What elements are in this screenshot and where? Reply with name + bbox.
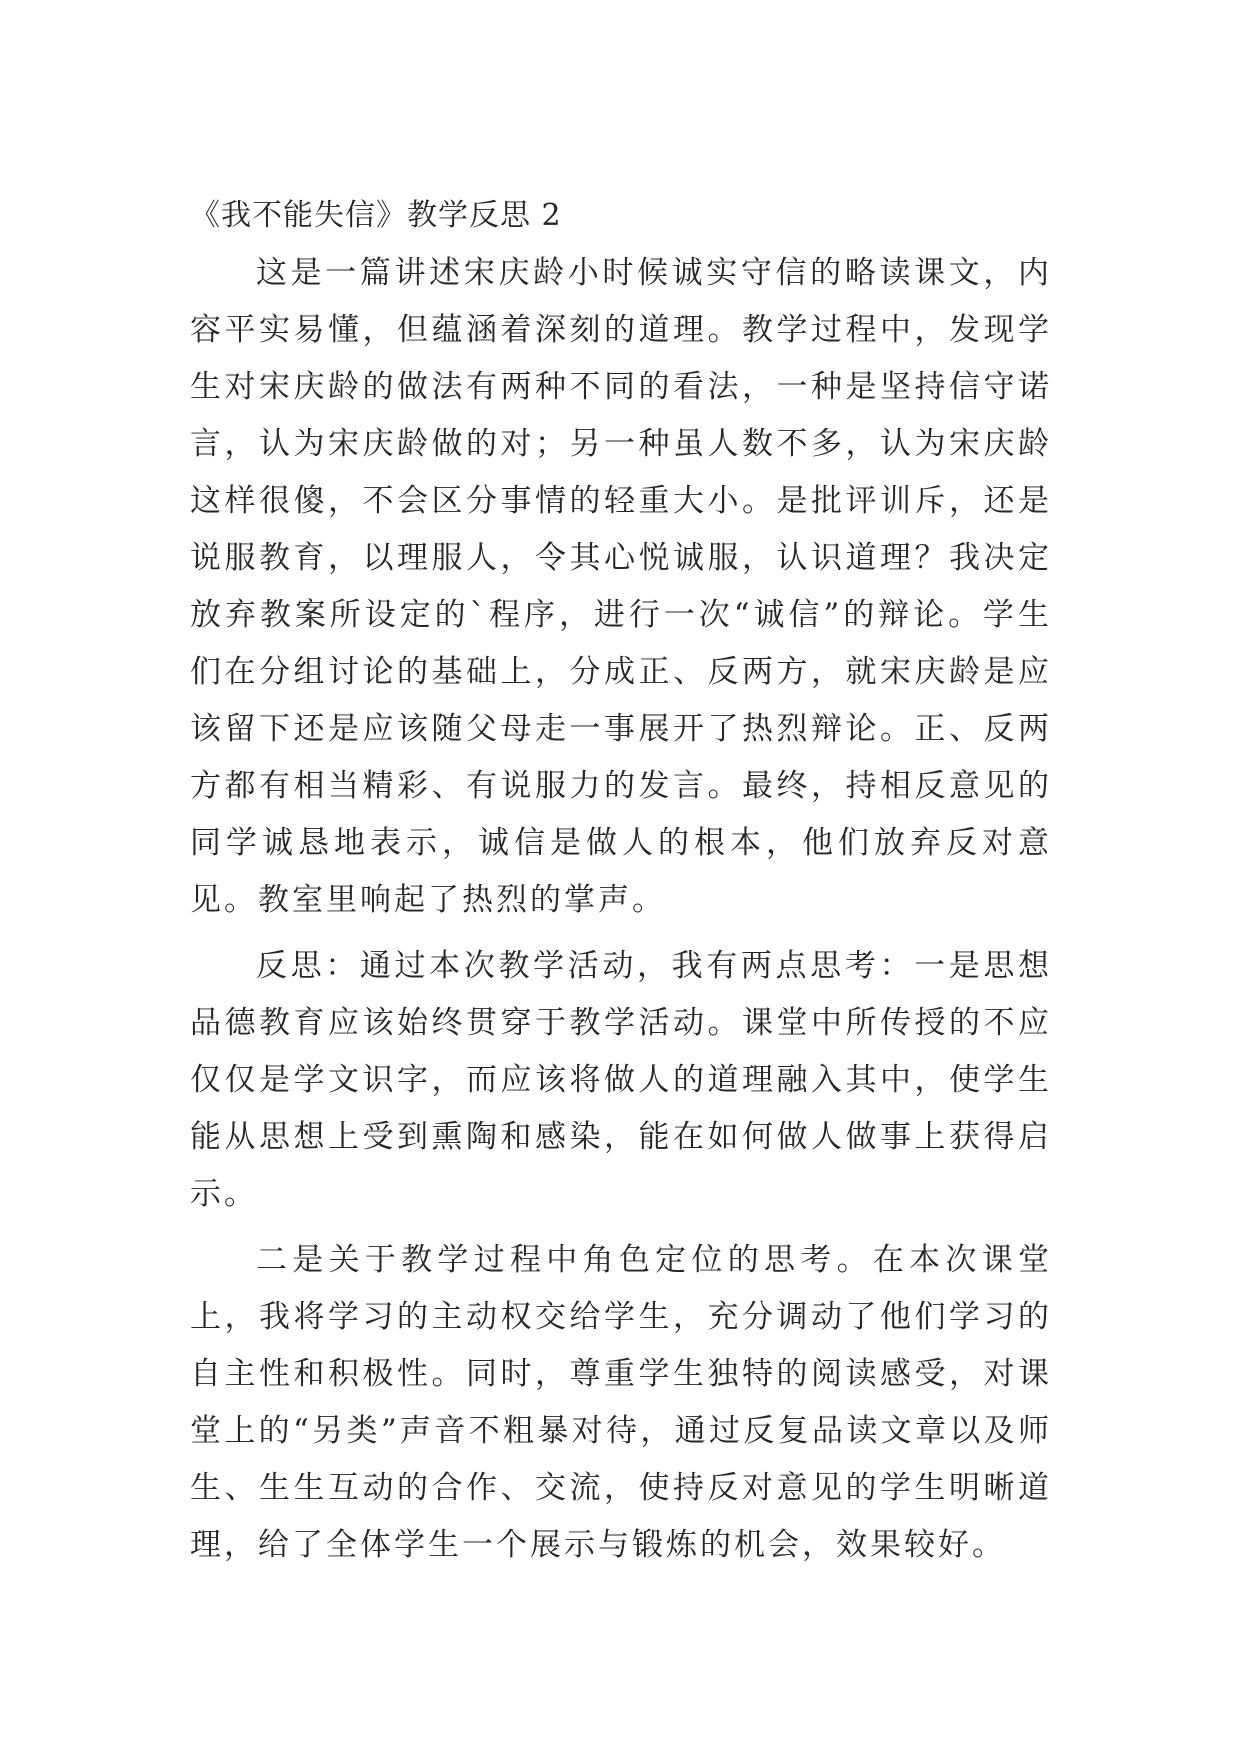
paragraph-reflection-one: 反思：通过本次教学活动，我有两点思考：一是思想品德教育应该始终贯穿于教学活动。课堂中所传授的不应仅仅是学文识字，而应该将做人的道理融入其中，使学生能从思想上受到熏陶和感染，能在如何做人做事上获得启示。	[190, 948, 1052, 1212]
document-body	[190, 192, 1052, 1574]
paragraph-reflection-two: 二是关于教学过程中角色定位的思考。在本次课堂上，我将学习的主动权交给学生，充分调动了他们学习的自主性和积极性。同时，尊重学生独特的阅读感受，对课堂上的“另类”声音不粗暴对待，通过反复品读文章以及师生、生生互动的合作、交流，使持反对意见的学生明晰道理，给了全体学生一个展示与锻炼的机会，效果较好。	[190, 1242, 1052, 1563]
document-title: 《我不能失信》教学反思 2	[190, 198, 562, 233]
paragraph-story: 这是一篇讲述宋庆龄小时候诚实守信的略读课文，内容平实易懂，但蕴涵着深刻的道理。教学过程中，发现学生对宋庆龄的做法有两种不同的看法，一种是坚持信守诺言，认为宋庆龄做的对；另一种虽人数不多，认为宋庆龄这样很傻，不会区分事情的轻重大小。是批评训斥，还是说服教育，以理服人，令其心悦诚服，认识道理？我决定放弃教案所设定的`程序，进行一次“诚信”的辩论。学生们在分组讨论的基础上，分成正、反两方，就宋庆龄是应该留下还是应该随父母走一事展开了热烈辩论。正、反两方都有相当精彩、有说服力的发言。最终，持相反意见的同学诚恳地表示，诚信是做人的根本，他们放弃反对意见。教室里响起了热烈的掌声。	[190, 255, 1052, 918]
